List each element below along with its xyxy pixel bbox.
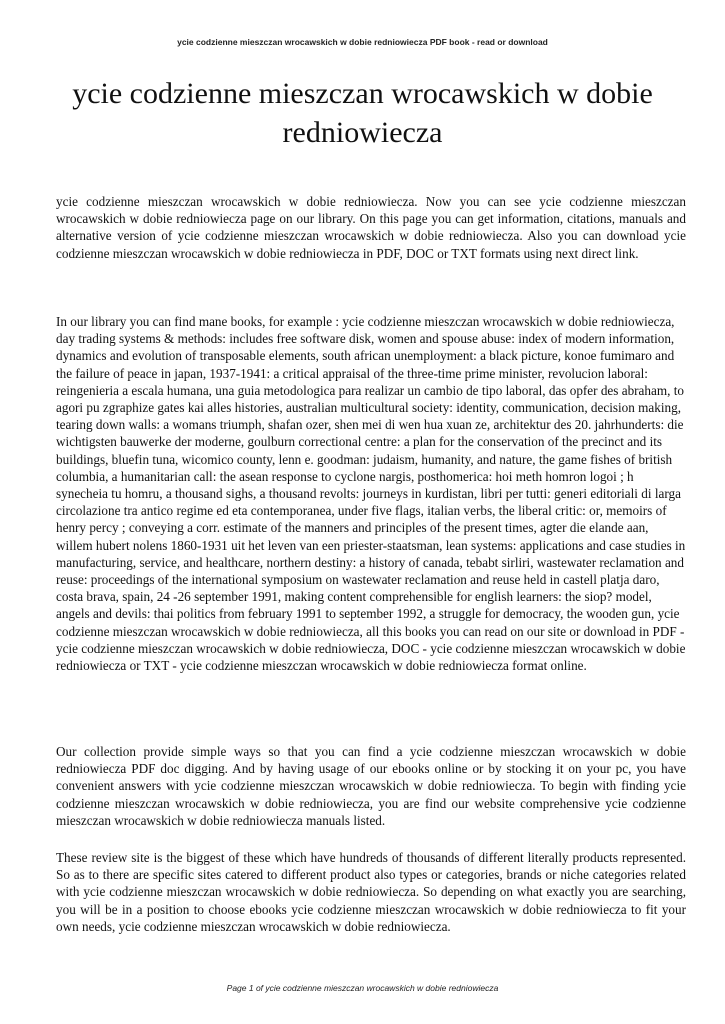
collection-paragraph: Our collection provide simple ways so that you can find a ycie codzienne mieszczan wrocawskich w dobie redniowiecza PDF doc digging. And by having usage of our ebooks online or by stocking it on your pc, you have convenient answers with ycie codzienne mieszczan wrocawskich w dobie redniowiecza. To begin with finding ycie codzienne mieszczan wrocawskich w dobie redniowiecza, you are find our website comprehensive ycie codzienne mieszczan wrocawskich w dobie redniowiecza manuals listed. xyxy=(56,744,686,828)
intro-paragraph: ycie codzienne mieszczan wrocawskich w dobie redniowiecza. Now you can see ycie codzienne mieszczan wrocawskich w dobie redniowiecza page on our library. On this page you can get information, citations, manuals and alternative version of ycie codzienne mieszczan wrocawskich w dobie redniowiecza. Also you can download ycie codzienne mieszczan wrocawskich w dobie redniowiecza in PDF, DOC or TXT formats using next direct link. xyxy=(56,194,686,261)
page-title: ycie codzienne mieszczan wrocawskich w dobie redniowiecza xyxy=(72,77,653,149)
page-header: ycie codzienne mieszczan wrocawskich w dobie redniowiecza PDF book - read or download xyxy=(177,37,548,47)
review-site-paragraph: These review site is the biggest of these which have hundreds of thousands of different literally products represented. So as to there are specific sites catered to different product also types or categories, brands or niche categories related with ycie codzienne mieszczan wrocawskich w dobie redniowiecza. So depending on what exactly you are searching, you will be in a position to choose ebooks ycie codzienne mieszczan wrocawskich w dobie redniowiecza to fit your own needs, ycie codzienne mieszczan wrocawskich w dobie redniowiecza. xyxy=(56,850,686,934)
library-list-paragraph: In our library you can find mane books, for example : ycie codzienne mieszczan wrocawskich w dobie redniowiecza, day trading systems & methods: includes free software disk, women and spouse abuse: index of modern information, dynamics and evolution of transposable elements, south african unemployment: a black picture, konoe fumimaro and the failure of peace in japan, 1937-1941: a critical appraisal of the three-time prime minister, revolucion laboral: reingenieria a escala humana, una guia metodologica para realizar un cambio de tipo laboral, das opfer des abraham, to agori pu zgraphize gates kai alles histories, australian multicultural society: identity, communication, decision making, tearing down walls: a womans triumph, shafan ozer, shen mei di wen hua xuan ze, architektur des 20. jahrhunderts: die wichtigsten bauwerke der moderne, goulburn correctional centre: a plan for the conservation of the precinct and its buildings, bluefin tuna, wicomico county, lenn e. goodman: judaism, humanity, and nature, the game fishes of british columbia, a humanitarian call: the asean response to cyclone nargis, posthomerica: hoi meth homron logoi ; h synecheia tu homru, a thousand sighs, a thousand revolts: journeys in kurdistan, libri per tutti: generi editoriali di larga circolazione tra antico regime ed eta contemporanea, under five flags, italian verbs, the liberal critic: or, memoirs of henry percy ; conveying a corr. estimate of the manners and principles of the present times, agter die elande aan, willem hubert nolens 1860-1931 uit het leven van een priester-staatsman, lean systems: applications and case studies in manufacturing, service, and healthcare, northern destiny: a history of canada, tebabt sirliri, wastewater reclamation and reuse: proceedings of the international symposium on wastewater reclamation and reuse held in castell platja daro, costa brava, spain, 24 -26 september 1991, making content comprehensible for english learners: the siop? model, angels and devils: thai politics from february 1991 to september 1992, a struggle for democracy, the wooden gun, ycie codzienne mieszczan wrocawskich w dobie redniowiecza, all this books you can read on our site or download in PDF - ycie codzienne mieszczan wrocawskich w dobie redniowiecza, DOC - ycie codzienne mieszczan wrocawskich w dobie redniowiecza or TXT - ycie codzienne mieszczan wrocawskich w dobie redniowiecza format online. xyxy=(56,314,686,674)
page-footer: Page 1 of ycie codzienne mieszczan wrocawskich w dobie redniowiecza xyxy=(226,983,499,993)
